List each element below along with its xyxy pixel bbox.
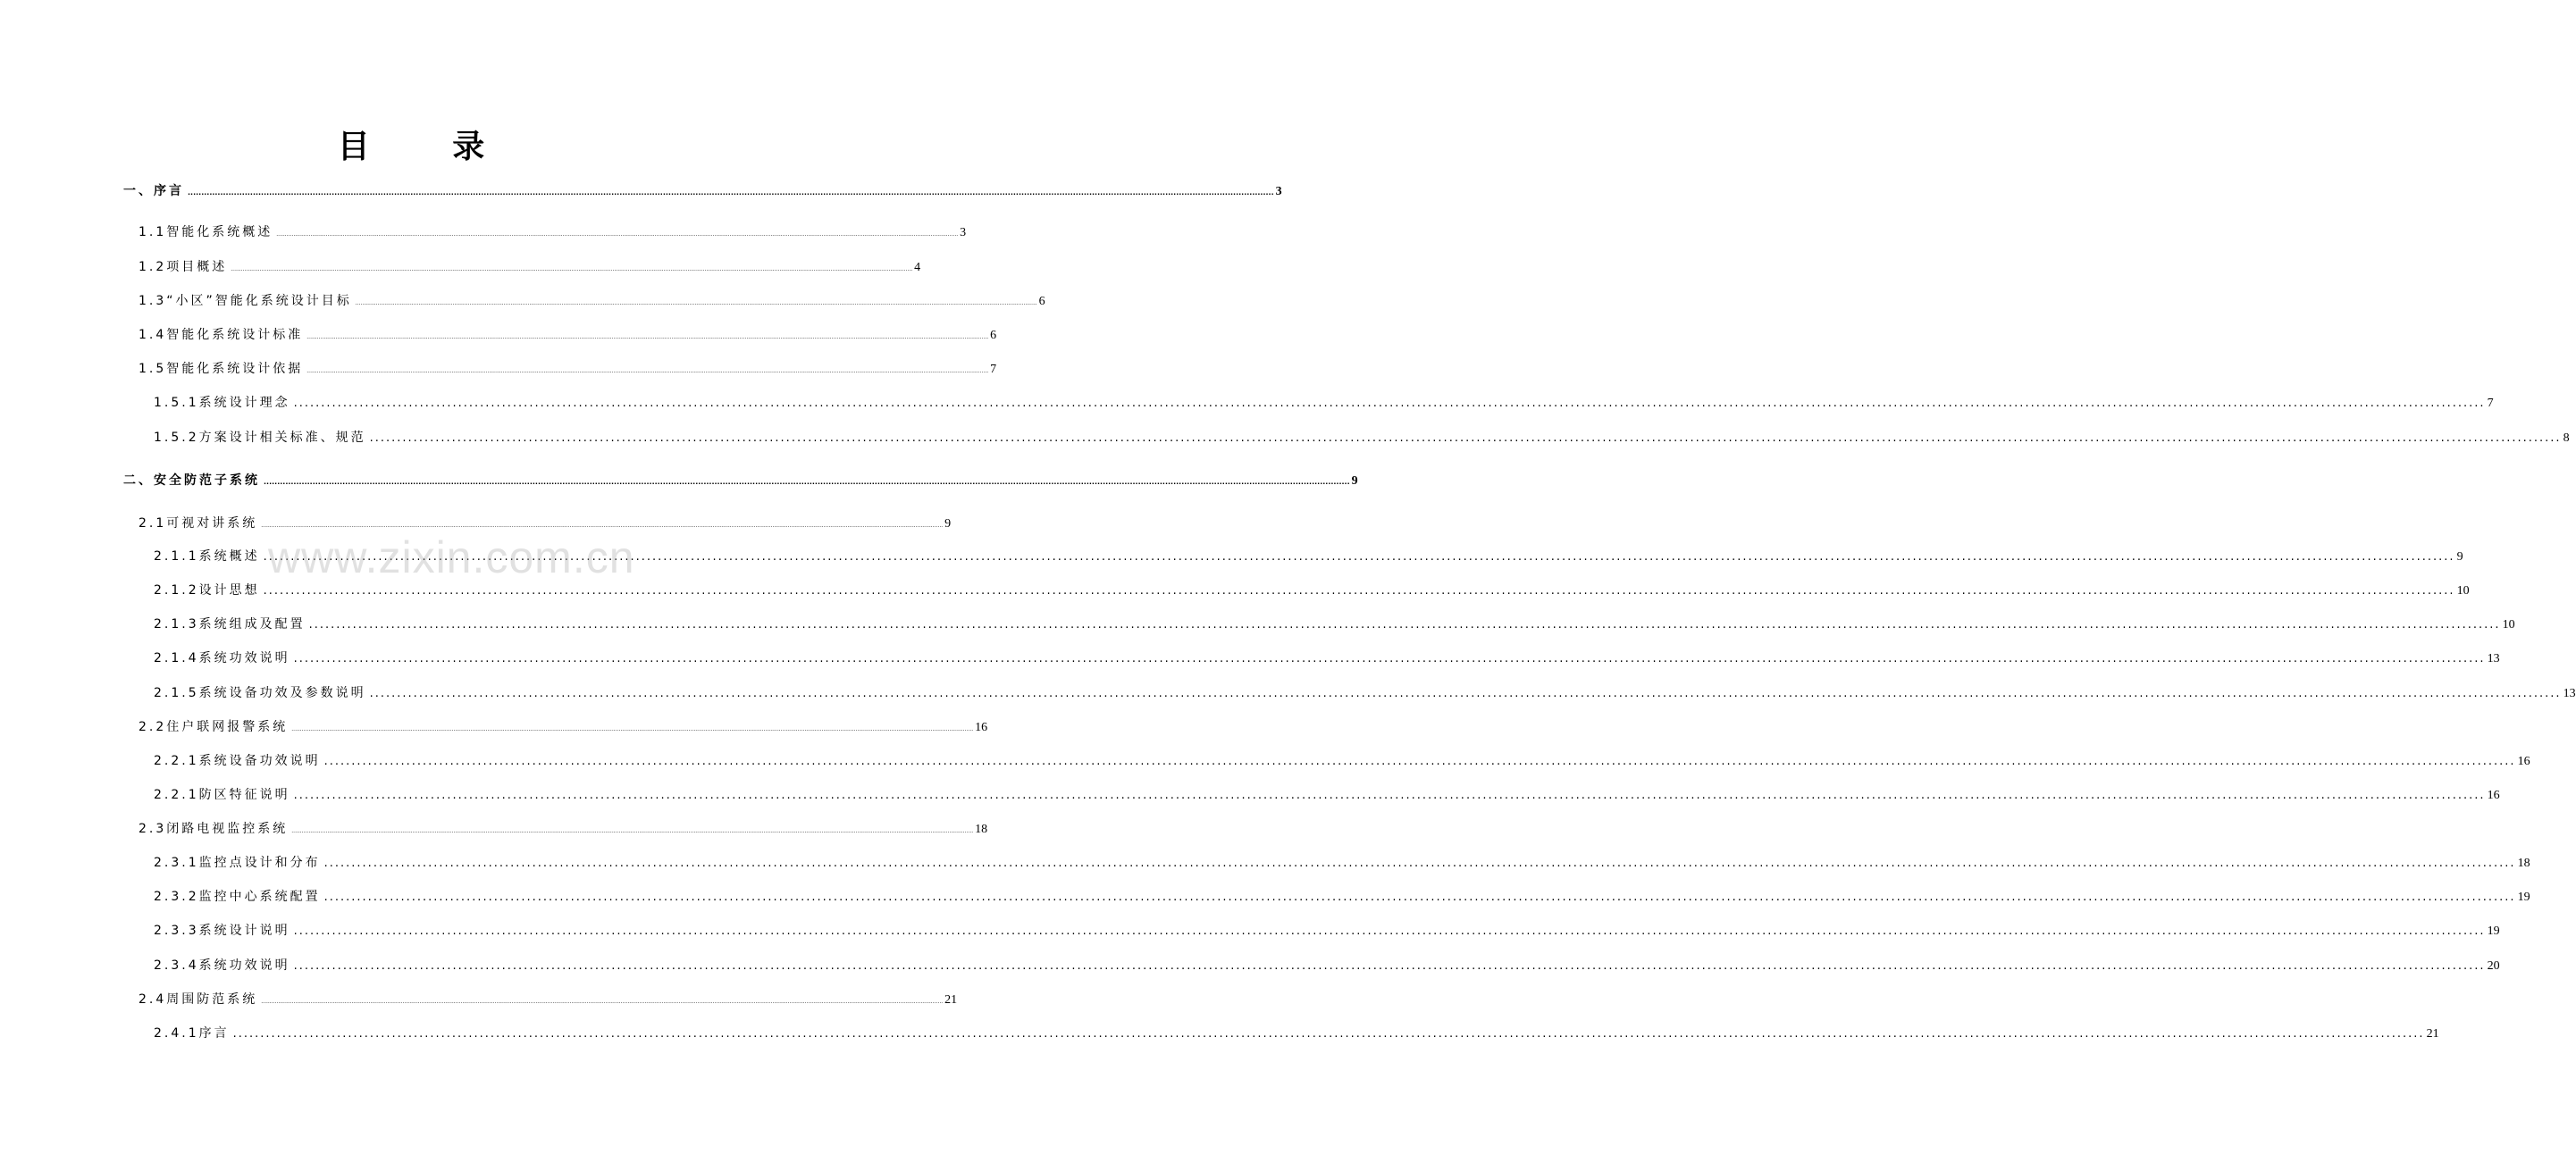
toc-entry-title: 系统设计理念 (198, 396, 290, 410)
toc-entry-title: 周围防范系统 (166, 992, 258, 1007)
toc-entry-page: 21 (2426, 1027, 2439, 1041)
toc-dot-leader: ................................................................................................................................................................................................................................................................................................................................................................................................................ (306, 334, 989, 340)
toc-dot-leader: ................................................................................................................................................................................................................................................................................................................................................................................................................ (188, 188, 1274, 197)
page-title: 目 录 (337, 129, 521, 165)
toc-entry-title: 可视对讲系统 (166, 516, 258, 531)
toc-entry[interactable] (154, 683, 2576, 703)
toc-entry[interactable] (138, 819, 988, 839)
toc-entry-page: 16 (2487, 789, 2500, 802)
toc-entry[interactable] (154, 956, 2500, 975)
toc-entry-number: 二、 (123, 473, 154, 488)
toc-dot-leader: ................................................................................................................................................................................................................................................................................................................................................................................................................ (291, 828, 974, 834)
toc-entry-number: 1.5.2 (154, 431, 199, 445)
toc-entry-title: 智能化系统设计标准 (166, 328, 304, 342)
toc-entry[interactable] (154, 581, 2470, 600)
toc-dot-leader: ................................................................................................................................................................................................................................................................................................................................................................................................................ (276, 231, 959, 238)
toc-entry-title: 监控点设计和分布 (198, 856, 321, 870)
toc-entry-title: 监控中心系统配置 (198, 890, 321, 904)
toc-entry-number: 1.5 (138, 362, 167, 376)
toc-dot-leader: ................................................................................................................................................................................................................................................................................................................................................................................................................ (293, 652, 2486, 665)
toc-entry-page: 3 (1275, 185, 1282, 198)
toc-dot-leader: ................................................................................................................................................................................................................................................................................................................................................................................................................ (293, 789, 2486, 802)
toc-entry-page: 10 (2502, 618, 2515, 632)
toc-entry[interactable] (154, 1024, 2439, 1043)
toc-entry-title: 序言 (198, 1026, 230, 1041)
toc-dot-leader: ................................................................................................................................................................................................................................................................................................................................................................................................................ (306, 368, 989, 374)
toc-entry-page: 19 (2517, 891, 2530, 904)
toc-entry[interactable] (154, 428, 2570, 448)
watermark: www.zixin.com.cn (268, 532, 635, 582)
toc-entry[interactable] (138, 291, 1045, 311)
toc-dot-leader: ................................................................................................................................................................................................................................................................................................................................................................................................................ (232, 1027, 2425, 1041)
toc-entry[interactable] (154, 615, 2515, 634)
toc-entry[interactable] (138, 359, 997, 379)
toc-entry-title: 智能化系统概述 (166, 225, 273, 239)
toc-entry-page: 3 (960, 226, 967, 239)
toc-entry[interactable] (123, 181, 1282, 201)
toc-entry[interactable] (138, 514, 952, 533)
toc-dot-leader: ................................................................................................................................................................................................................................................................................................................................................................................................................ (323, 755, 2516, 768)
toc-entry-page: 13 (2563, 687, 2576, 700)
toc-entry-title: 系统组成及配置 (198, 617, 306, 632)
toc-dot-leader: ................................................................................................................................................................................................................................................................................................................................................................................................................ (369, 431, 2562, 445)
toc-entry[interactable] (154, 887, 2530, 907)
toc-entry-number: 2.3.3 (154, 924, 199, 938)
toc-entry-number: 2.1.2 (154, 583, 199, 598)
toc-entry-number: 2.2.1 (154, 788, 199, 802)
toc-entry[interactable] (138, 325, 997, 345)
toc-entry-number: 2.2 (138, 720, 167, 734)
toc-entry-title: 系统设计说明 (198, 924, 290, 938)
toc-entry-title: 系统设备功效说明 (198, 754, 321, 768)
toc-dot-leader: ................................................................................................................................................................................................................................................................................................................................................................................................................ (231, 266, 913, 272)
toc-entry-page: 18 (2517, 857, 2530, 870)
toc-entry-number: 2.3.2 (154, 890, 199, 904)
toc-entry-page: 10 (2456, 584, 2470, 598)
toc-entry-page: 21 (944, 993, 958, 1007)
toc-entry-page: 18 (975, 823, 988, 836)
toc-entry-number: 2.3.1 (154, 856, 199, 870)
toc-entry-page: 6 (990, 329, 997, 342)
toc-entry-number: 2.4.1 (154, 1026, 199, 1041)
toc-entry-title: 防区特征说明 (198, 788, 290, 802)
toc-entry-title: 系统功效说明 (198, 651, 290, 665)
toc-dot-leader: ................................................................................................................................................................................................................................................................................................................................................................................................................ (263, 584, 2455, 598)
toc-entry-title: 闭路电视监控系统 (166, 822, 289, 836)
toc-entry-number: 2.1.4 (154, 651, 199, 665)
toc-entry-number: 2.3 (138, 822, 167, 836)
toc-entry-number: 1.2 (138, 260, 167, 274)
toc-entry-title: 方案设计相关标准、规范 (198, 431, 366, 445)
toc-entry-title: 安全防范子系统 (154, 473, 260, 488)
toc-entry-title: 序言 (154, 184, 184, 198)
toc-dot-leader: ................................................................................................................................................................................................................................................................................................................................................................................................................ (261, 999, 944, 1005)
toc-entry-title: “小区”智能化系统设计目标 (166, 294, 352, 308)
toc-entry-page: 13 (2487, 652, 2500, 665)
toc-entry-page: 9 (1351, 474, 1358, 488)
toc-entry[interactable] (123, 471, 1358, 490)
toc-entry[interactable] (138, 222, 967, 242)
toc-entry-page: 4 (914, 261, 921, 274)
toc-entry-page: 9 (944, 517, 952, 531)
toc-entry-title: 系统概述 (198, 549, 260, 564)
toc-dot-leader: ................................................................................................................................................................................................................................................................................................................................................................................................................ (323, 857, 2516, 870)
toc-entry[interactable] (154, 648, 2500, 668)
toc-entry[interactable] (154, 853, 2530, 873)
toc-dot-leader: ................................................................................................................................................................................................................................................................................................................................................................................................................ (263, 550, 2455, 564)
toc-dot-leader: ................................................................................................................................................................................................................................................................................................................................................................................................................ (369, 687, 2562, 700)
toc-entry-title: 项目概述 (166, 260, 228, 274)
toc-entry-number: 一、 (123, 184, 154, 198)
toc-entry-title: 智能化系统设计依据 (166, 362, 304, 376)
toc-dot-leader: ................................................................................................................................................................................................................................................................................................................................................................................................................ (308, 618, 2501, 632)
toc-entry-page: 19 (2487, 925, 2500, 938)
toc-dot-leader: ................................................................................................................................................................................................................................................................................................................................................................................................................ (291, 726, 974, 732)
toc-dot-leader: ................................................................................................................................................................................................................................................................................................................................................................................................................ (293, 397, 2486, 410)
toc-dot-leader: ................................................................................................................................................................................................................................................................................................................................................................................................................ (355, 300, 1037, 306)
toc-entry-page: 16 (2517, 755, 2530, 768)
toc-entry[interactable] (154, 393, 2494, 413)
toc-entry[interactable] (154, 921, 2500, 941)
toc-entry-number: 2.4 (138, 992, 167, 1007)
toc-dot-leader: ................................................................................................................................................................................................................................................................................................................................................................................................................ (293, 925, 2486, 938)
toc-entry[interactable] (138, 717, 988, 737)
toc-entry-number: 1.3 (138, 294, 167, 308)
toc-entry[interactable] (138, 257, 921, 277)
toc-entry-number: 2.3.4 (154, 958, 199, 973)
toc-entry-page: 7 (990, 363, 997, 376)
toc-entry-title: 住户联网报警系统 (166, 720, 289, 734)
toc-entry-number: 2.1.1 (154, 549, 199, 564)
toc-dot-leader: ................................................................................................................................................................................................................................................................................................................................................................................................................ (323, 891, 2516, 904)
toc-dot-leader: ................................................................................................................................................................................................................................................................................................................................................................................................................ (264, 478, 1350, 486)
toc-entry-number: 1.1 (138, 225, 167, 239)
toc-entry-page: 9 (2456, 550, 2463, 564)
toc-entry-number: 1.5.1 (154, 396, 199, 410)
toc-entry[interactable] (154, 785, 2500, 805)
toc-dot-leader: ................................................................................................................................................................................................................................................................................................................................................................................................................ (293, 959, 2486, 973)
toc-entry-number: 1.4 (138, 328, 167, 342)
toc-entry-title: 设计思想 (198, 583, 260, 598)
toc-entry-page: 20 (2487, 959, 2500, 973)
toc-entry-number: 2.2.1 (154, 754, 199, 768)
toc-entry-page: 6 (1038, 295, 1045, 308)
toc-dot-leader: ................................................................................................................................................................................................................................................................................................................................................................................................................ (261, 523, 944, 529)
toc-entry-number: 2.1.5 (154, 686, 199, 700)
toc-entry-page: 7 (2487, 397, 2494, 410)
toc-entry-page: 16 (975, 721, 988, 734)
toc-entry-number: 2.1.3 (154, 617, 199, 632)
toc-entry[interactable] (154, 751, 2530, 771)
toc-entry-title: 系统功效说明 (198, 958, 290, 973)
toc-entry-number: 2.1 (138, 516, 167, 531)
toc-entry[interactable] (138, 990, 958, 1009)
toc-entry-page: 8 (2563, 431, 2570, 445)
toc-entry-title: 系统设备功效及参数说明 (198, 686, 366, 700)
